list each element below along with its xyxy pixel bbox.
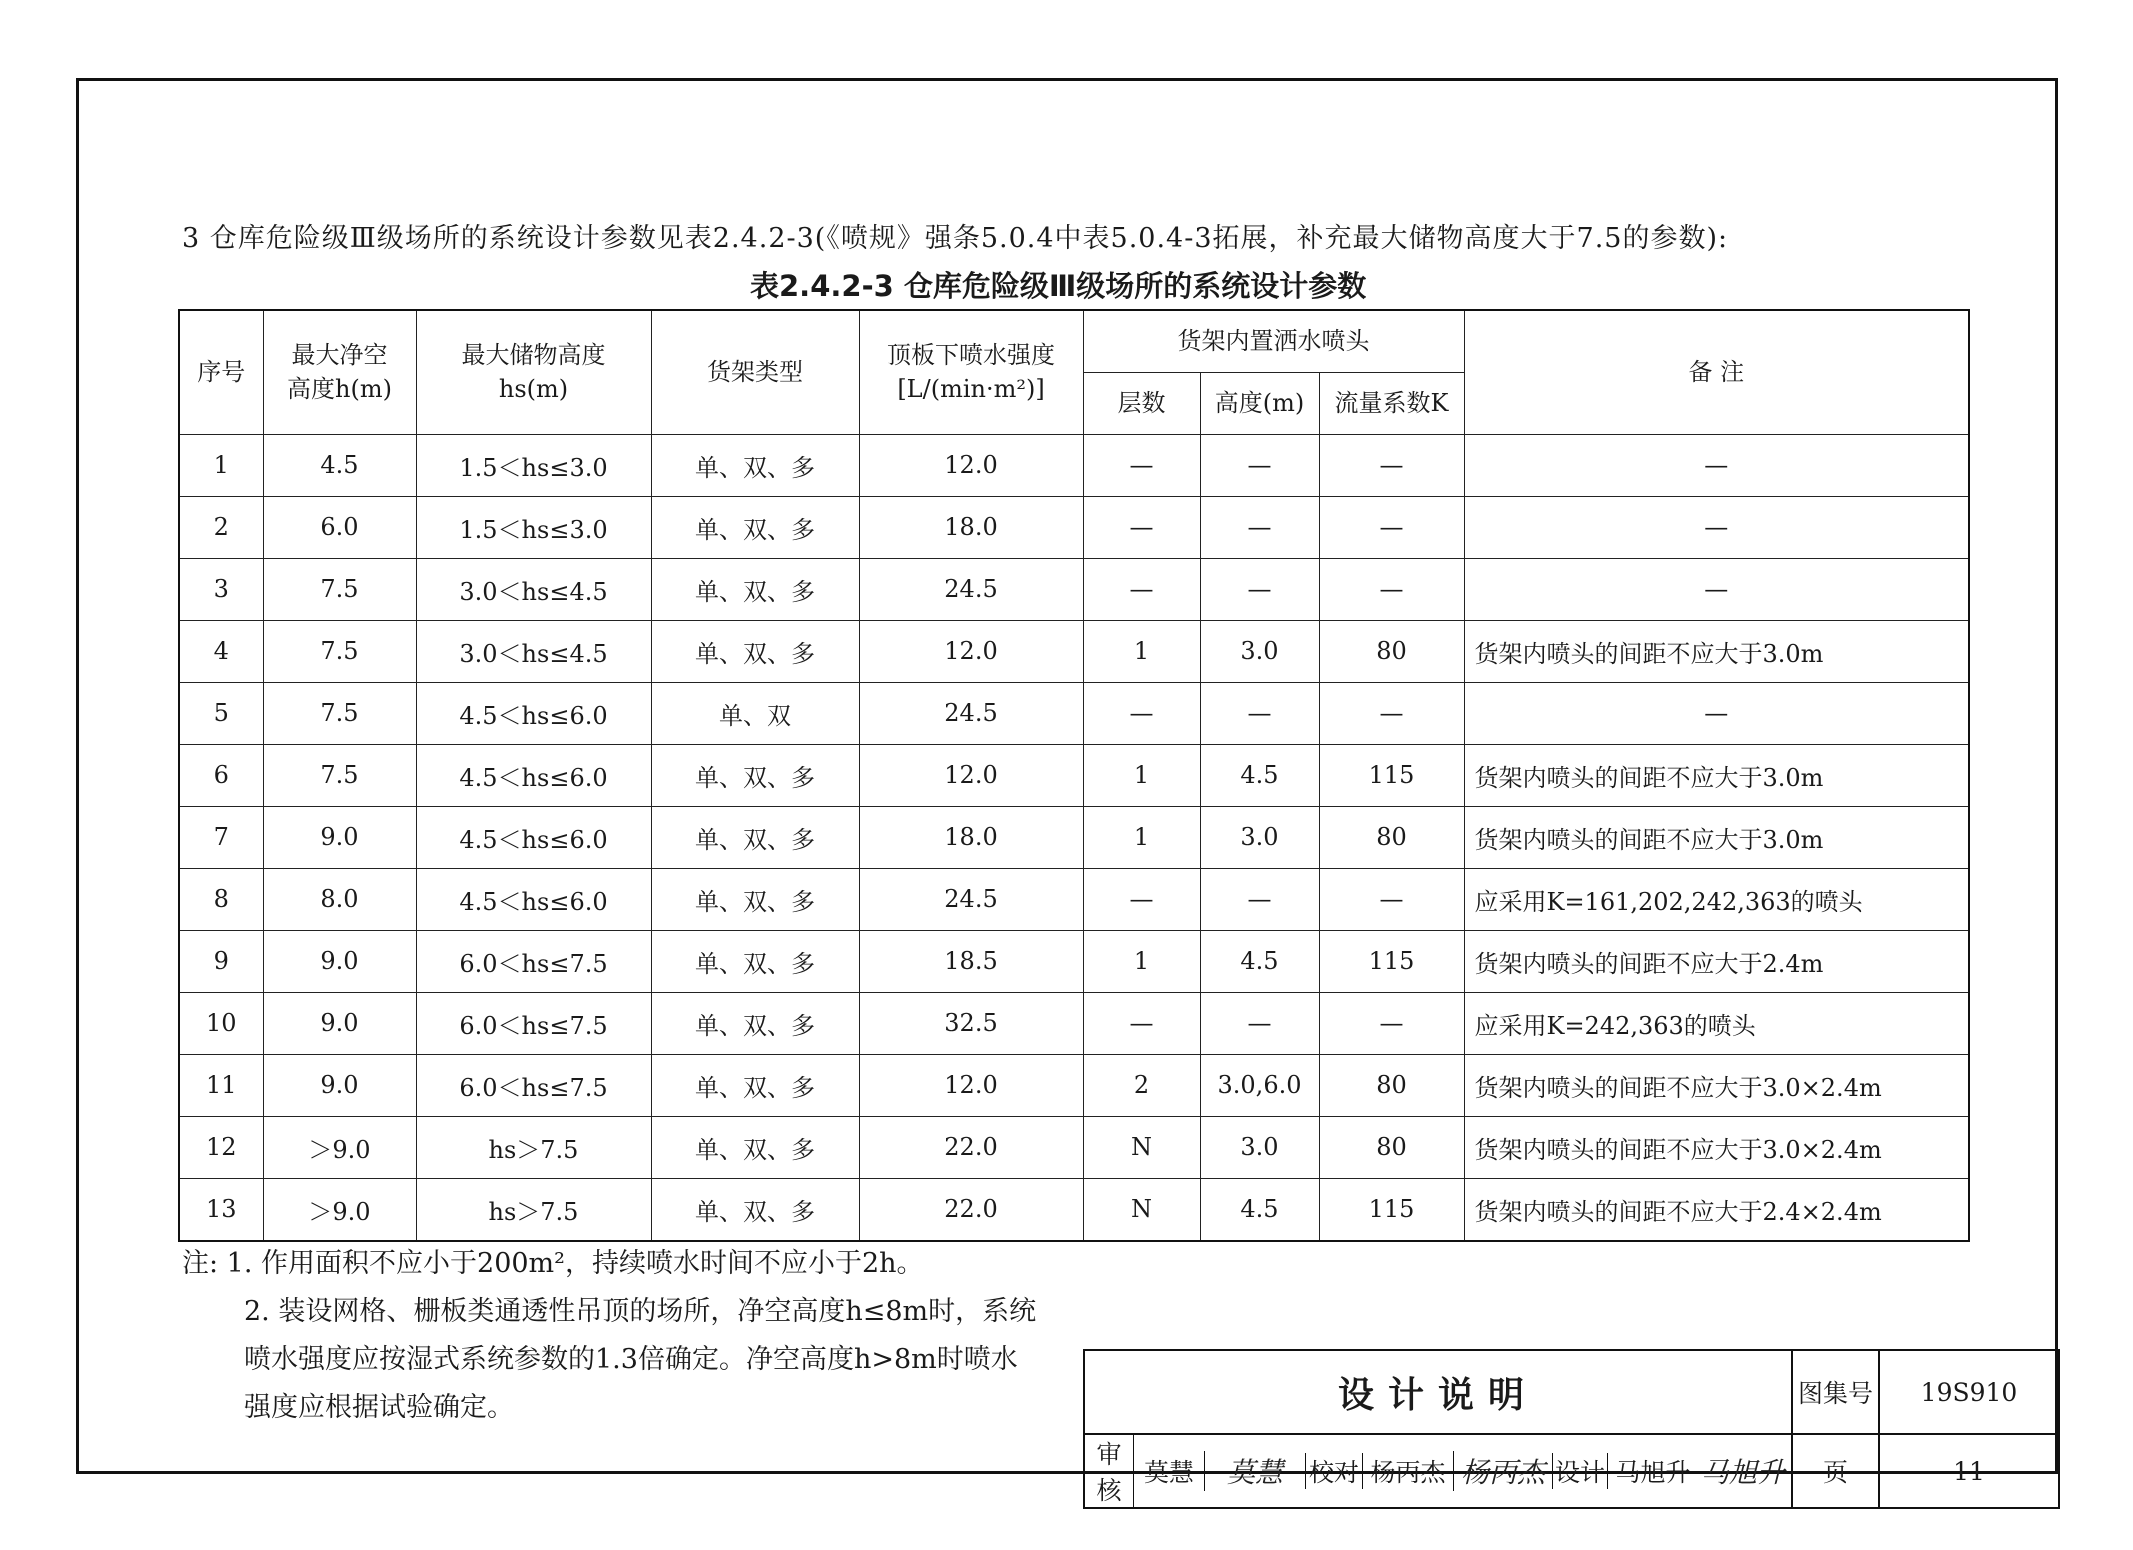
title-block: [1083, 1349, 2060, 1509]
intensity-cell: 18.0: [859, 806, 1083, 868]
layers-cell: —: [1083, 992, 1200, 1054]
remark-cell: —: [1464, 496, 1969, 558]
seq-cell: 11: [179, 1054, 263, 1116]
k-factor-cell: —: [1319, 434, 1464, 496]
clear-height-cell: 6.0: [263, 496, 416, 558]
seq-cell: 4: [179, 620, 263, 682]
storage-height-cell: 4.5＜hs≤6.0: [416, 744, 651, 806]
k-factor-cell: 115: [1319, 930, 1464, 992]
rack-type-cell: 单、双、多: [651, 992, 859, 1054]
intensity-cell: 12.0: [859, 744, 1083, 806]
seq-cell: 8: [179, 868, 263, 930]
k-factor-cell: 80: [1319, 806, 1464, 868]
remark-cell: —: [1464, 682, 1969, 744]
layers-cell: —: [1083, 868, 1200, 930]
rack-type-cell: 单、双、多: [651, 558, 859, 620]
designer-name: 马旭升: [1615, 1458, 1691, 1487]
intensity-cell: 18.0: [859, 496, 1083, 558]
remark-cell: —: [1464, 434, 1969, 496]
height-cell: 3.0: [1200, 620, 1319, 682]
atlas-label: 图集号: [1792, 1350, 1879, 1434]
k-factor-cell: 80: [1319, 620, 1464, 682]
rack-type-cell: 单、双、多: [651, 930, 859, 992]
designer-signature: 马旭升: [1700, 1456, 1785, 1489]
reviewer-signature: 莫慧: [1204, 1451, 1305, 1491]
seq-cell: 3: [179, 558, 263, 620]
intensity-cell: 22.0: [859, 1178, 1083, 1241]
seq-cell: 1: [179, 434, 263, 496]
table-row: [179, 620, 1969, 682]
reviewer-name: 莫慧: [1143, 1458, 1194, 1487]
remark-cell: 货架内喷头的间距不应大于3.0m: [1464, 620, 1969, 682]
layers-cell: 1: [1083, 620, 1200, 682]
height-cell: 3.0,6.0: [1200, 1054, 1319, 1116]
seq-cell: 6: [179, 744, 263, 806]
remark-cell: 货架内喷头的间距不应大于3.0×2.4m: [1464, 1054, 1969, 1116]
height-cell: 4.5: [1200, 744, 1319, 806]
clear-height-cell: 9.0: [263, 930, 416, 992]
storage-height-cell: 4.5＜hs≤6.0: [416, 806, 651, 868]
clear-height-cell: 7.5: [263, 620, 416, 682]
intensity-cell: 12.0: [859, 620, 1083, 682]
intensity-cell: 22.0: [859, 1116, 1083, 1178]
height-cell: —: [1200, 434, 1319, 496]
height-cell: —: [1200, 558, 1319, 620]
intensity-cell: 32.5: [859, 992, 1083, 1054]
rack-type-cell: 单、双、多: [651, 620, 859, 682]
note-1: 注: 1. 作用面积不应小于200m²，持续喷水时间不应小于2h。: [182, 1248, 924, 1279]
rack-type-cell: 单、双、多: [651, 1178, 859, 1241]
clear-height-cell: ＞9.0: [263, 1116, 416, 1178]
rack-type-cell: 单、双、多: [651, 744, 859, 806]
check-label: 校对: [1305, 1453, 1363, 1489]
rack-type-cell: 单、双、多: [651, 1116, 859, 1178]
page-number: 11: [1879, 1434, 2059, 1508]
layers-cell: —: [1083, 558, 1200, 620]
seq-cell: 5: [179, 682, 263, 744]
clear-height-cell: 4.5: [263, 434, 416, 496]
header-layers: 层数: [1083, 372, 1200, 434]
intensity-cell: 24.5: [859, 868, 1083, 930]
storage-height-cell: 6.0＜hs≤7.5: [416, 1054, 651, 1116]
layers-cell: —: [1083, 682, 1200, 744]
k-factor-cell: —: [1319, 992, 1464, 1054]
remark-cell: 货架内喷头的间距不应大于3.0m: [1464, 744, 1969, 806]
storage-height-cell: 6.0＜hs≤7.5: [416, 930, 651, 992]
seq-cell: 13: [179, 1178, 263, 1241]
layers-cell: 1: [1083, 744, 1200, 806]
table-title: 表2.4.2-3 仓库危险级Ⅲ级场所的系统设计参数: [750, 269, 1367, 303]
signature-row: [1084, 1434, 1792, 1508]
height-cell: —: [1200, 868, 1319, 930]
table-row: [179, 1054, 1969, 1116]
rack-type-cell: 单、双、多: [651, 496, 859, 558]
remark-cell: 货架内喷头的间距不应大于3.0×2.4m: [1464, 1116, 1969, 1178]
layers-cell: N: [1083, 1178, 1200, 1241]
header-seq: 序号: [179, 310, 263, 434]
k-factor-cell: —: [1319, 496, 1464, 558]
intro-paragraph: 3 仓库危险级Ⅲ级场所的系统设计参数见表2.4.2-3(《喷规》强条5.0.4中表5.0.4-3拓展，补充最大储物高度大于7.5的参数):: [182, 223, 1729, 254]
layers-cell: N: [1083, 1116, 1200, 1178]
note-2: 2. 装设网格、栅板类通透性吊顶的场所，净空高度h≤8m时，系统喷水强度应按湿式系统参数的1.3倍确定。净空高度h>8m时喷水强度应根据试验确定。: [244, 1296, 1037, 1423]
layers-cell: 1: [1083, 930, 1200, 992]
header-inrack-group: 货架内置洒水喷头: [1083, 310, 1464, 372]
height-cell: 3.0: [1200, 806, 1319, 868]
clear-height-cell: 7.5: [263, 682, 416, 744]
notes: [182, 1240, 1044, 1432]
storage-height-cell: hs＞7.5: [416, 1116, 651, 1178]
clear-height-cell: 9.0: [263, 1054, 416, 1116]
table-row: [179, 1178, 1969, 1241]
layers-cell: 1: [1083, 806, 1200, 868]
remark-cell: 货架内喷头的间距不应大于2.4m: [1464, 930, 1969, 992]
header-remarks: 备 注: [1464, 310, 1969, 434]
clear-height-cell: 7.5: [263, 744, 416, 806]
atlas-number: 19S910: [1879, 1350, 2059, 1434]
height-cell: 4.5: [1200, 930, 1319, 992]
design-parameter-table: [178, 309, 1970, 1242]
table-row: [179, 806, 1969, 868]
table-row: [179, 496, 1969, 558]
table-row: [179, 930, 1969, 992]
storage-height-cell: 4.5＜hs≤6.0: [416, 868, 651, 930]
intensity-cell: 24.5: [859, 558, 1083, 620]
k-factor-cell: 80: [1319, 1054, 1464, 1116]
seq-cell: 7: [179, 806, 263, 868]
layers-cell: —: [1083, 434, 1200, 496]
seq-cell: 12: [179, 1116, 263, 1178]
drawing-title: 设计说明: [1084, 1350, 1792, 1434]
k-factor-cell: 115: [1319, 1178, 1464, 1241]
review-label: 审核: [1085, 1435, 1134, 1507]
remark-cell: 应采用K=161,202,242,363的喷头: [1464, 868, 1969, 930]
height-cell: —: [1200, 992, 1319, 1054]
table-row: [179, 744, 1969, 806]
layers-cell: 2: [1083, 1054, 1200, 1116]
rack-type-cell: 单、双、多: [651, 868, 859, 930]
k-factor-cell: —: [1319, 558, 1464, 620]
remark-cell: 货架内喷头的间距不应大于3.0m: [1464, 806, 1969, 868]
storage-height-cell: 3.0＜hs≤4.5: [416, 620, 651, 682]
intensity-cell: 12.0: [859, 434, 1083, 496]
seq-cell: 9: [179, 930, 263, 992]
checker-signature: 杨丙杰: [1453, 1451, 1552, 1491]
clear-height-cell: 7.5: [263, 558, 416, 620]
storage-height-cell: 6.0＜hs≤7.5: [416, 992, 651, 1054]
header-rack-type: 货架类型: [651, 310, 859, 434]
table-row: [179, 1116, 1969, 1178]
height-cell: 3.0: [1200, 1116, 1319, 1178]
table-row: [179, 682, 1969, 744]
header-k-factor: 流量系数K: [1319, 372, 1464, 434]
header-intensity: 顶板下喷水强度[L/(min·m²)]: [859, 310, 1083, 434]
rack-type-cell: 单、双、多: [651, 434, 859, 496]
table-row: [179, 868, 1969, 930]
rack-type-cell: 单、双、多: [651, 806, 859, 868]
table-row: [179, 992, 1969, 1054]
clear-height-cell: ＞9.0: [263, 1178, 416, 1241]
clear-height-cell: 8.0: [263, 868, 416, 930]
header-height: 高度(m): [1200, 372, 1319, 434]
height-cell: —: [1200, 682, 1319, 744]
storage-height-cell: 1.5＜hs≤3.0: [416, 496, 651, 558]
intensity-cell: 12.0: [859, 1054, 1083, 1116]
checker-name: 杨丙杰: [1370, 1458, 1446, 1487]
rack-type-cell: 单、双: [651, 682, 859, 744]
remark-cell: 应采用K=242,363的喷头: [1464, 992, 1969, 1054]
k-factor-cell: 115: [1319, 744, 1464, 806]
storage-height-cell: 4.5＜hs≤6.0: [416, 682, 651, 744]
k-factor-cell: —: [1319, 868, 1464, 930]
seq-cell: 10: [179, 992, 263, 1054]
clear-height-cell: 9.0: [263, 806, 416, 868]
storage-height-cell: 1.5＜hs≤3.0: [416, 434, 651, 496]
remark-cell: 货架内喷头的间距不应大于2.4×2.4m: [1464, 1178, 1969, 1241]
remark-cell: —: [1464, 558, 1969, 620]
rack-type-cell: 单、双、多: [651, 1054, 859, 1116]
table-row: [179, 558, 1969, 620]
k-factor-cell: 80: [1319, 1116, 1464, 1178]
table-row: [179, 434, 1969, 496]
seq-cell: 2: [179, 496, 263, 558]
design-label: 设计: [1552, 1453, 1608, 1489]
layers-cell: —: [1083, 496, 1200, 558]
storage-height-cell: hs＞7.5: [416, 1178, 651, 1241]
storage-height-cell: 3.0＜hs≤4.5: [416, 558, 651, 620]
height-cell: —: [1200, 496, 1319, 558]
intensity-cell: 24.5: [859, 682, 1083, 744]
clear-height-cell: 9.0: [263, 992, 416, 1054]
intensity-cell: 18.5: [859, 930, 1083, 992]
header-storage-height: 最大储物高度hs(m): [416, 310, 651, 434]
height-cell: 4.5: [1200, 1178, 1319, 1241]
k-factor-cell: —: [1319, 682, 1464, 744]
header-clear-height: 最大净空高度h(m): [263, 310, 416, 434]
page-label: 页: [1792, 1434, 1879, 1508]
